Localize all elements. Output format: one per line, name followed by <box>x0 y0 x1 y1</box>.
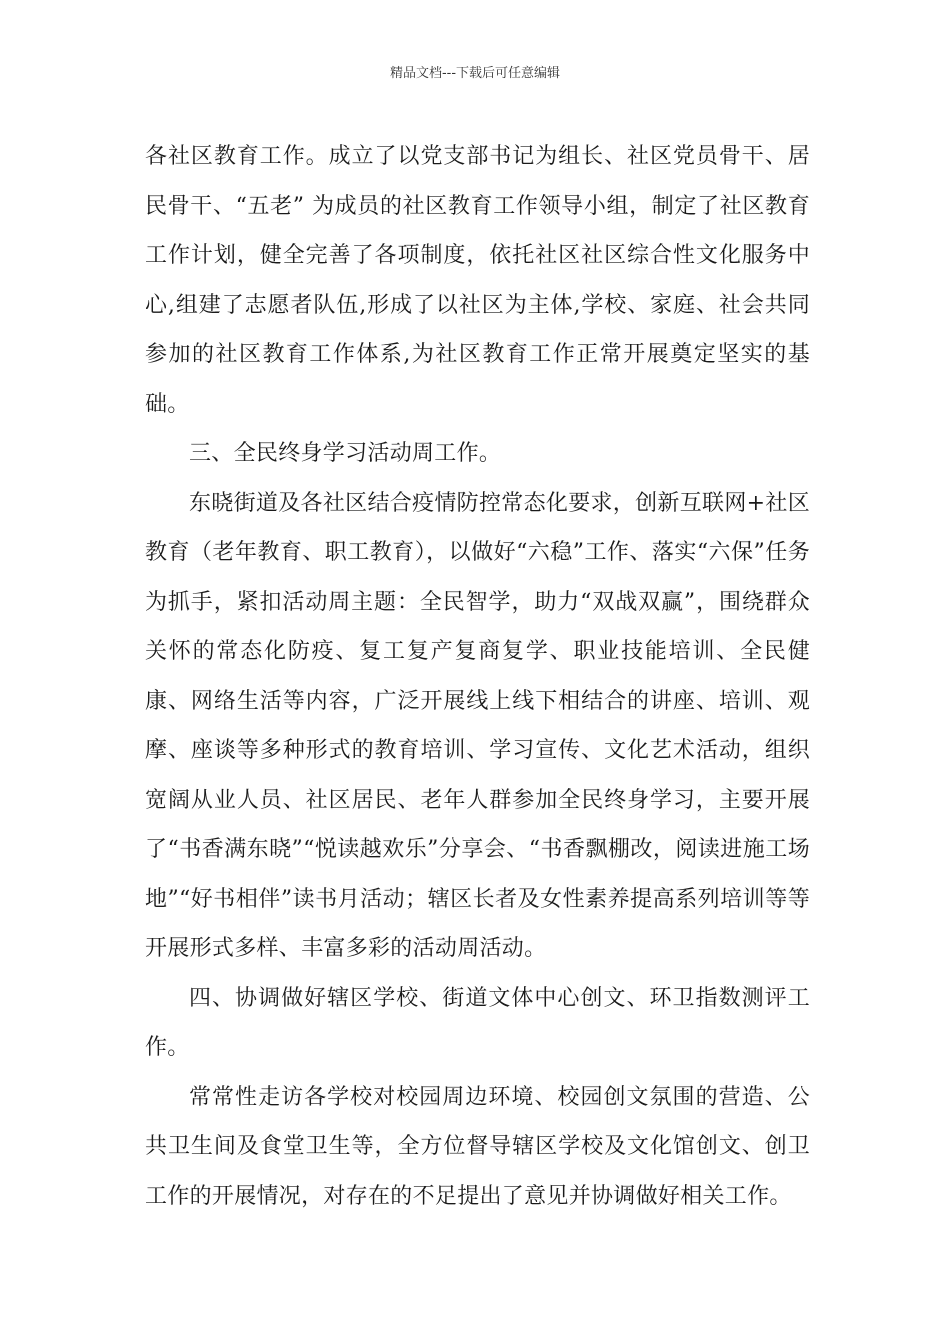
paragraph-school-coordination: 常常性走访各学校对校园周边环境、校园创文氛围的营造、公共卫生间及食堂卫生等，全方位督导辖区学校及文化馆创文、创卫工作的开展情况，对存在的不足提出了意见并协调做好相关工作。 <box>145 1084 810 1209</box>
section-heading-learning-week: 三、全民终身学习活动周工作。 <box>189 441 502 466</box>
paragraph-learning-week: 东晓街道及各社区结合疫情防控常态化要求，创新互联网+社区教育（老年教育、职工教育），以做好“六稳”工作、落实“六保”任务为抓手，紧扣活动周主题：全民智学，助力“双战双赢”，围绕群众关怀的常态化防疫、复工复产复商复学、职业技能培训、全民健康、网络生活等内容，广泛开展线上线下相结合的讲座、培训、观摩、座谈等多种形式的教育培训、学习宣传、文化艺术活动，组织宽阔从业人员、社区居民、老年人群参加全民终身学习，主要开展了“书香满东晓”“悦读越欢乐”分享会、“书香飘棚改，阅读进施工场地”“好书相伴”读书月活动；辖区长者及女性素养提高系列培训等等开展形式多样、丰富多彩的活动周活动。 <box>145 490 810 961</box>
paragraph-community-education: 各社区教育工作。成立了以党支部书记为组长、社区党员骨干、居民骨干、“五老” 为成员的社区教育工作领导小组，制定了社区教育工作计划，健全完善了各项制度，依托社区社区综合性文化服务中心,组建了志愿者队伍,形成了以社区为主体,学校、家庭、社会共同参加的社区教育工作体系,为社区教育工作正常开展奠定坚实的基础。 <box>145 144 810 417</box>
section-heading-school-coordination: 四、协调做好辖区学校、街道文体中心创文、环卫指数测评工作。 <box>145 985 810 1060</box>
document-body <box>145 132 810 1221</box>
page-header: 精品文档---下载后可任意编辑 <box>389 66 561 81</box>
